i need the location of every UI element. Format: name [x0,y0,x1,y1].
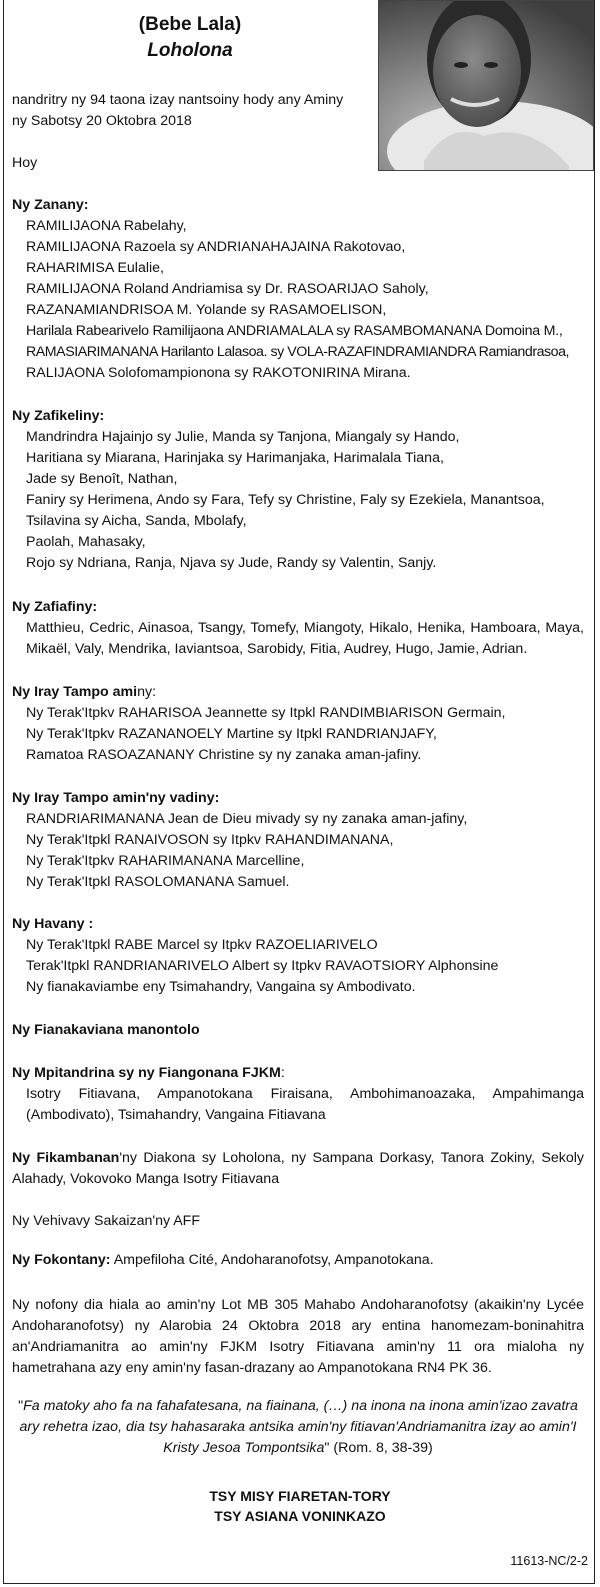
list-item: Ny Terak'Itpkl RANAIVOSON sy Itpkv RAHANDIMANANA, [26,832,394,848]
section-iray-tampo-vadiny [12,788,584,893]
portrait-image [379,1,594,171]
section-mpitandrina [12,1063,584,1126]
list-item: Ny Terak'Itpkl RABE Marcel sy Itpkv RAZOELIARIVELO [26,937,378,953]
burial-notice: Ny nofony dia hiala ao amin'ny Lot MB 305 Mahabo Andoharanofotsy (akaikin'ny Lycée Andoharanofotsy) ny Alarobia 24 Oktobra 2018 ary entina hanomezam-boninahitra an'Andriamanitra ao amin'ny FJKM Isotry Fitiavana amin'ny 11 ora mialoha ny hametrahana azy eny amin'ny fasan-drazany ao Ampanotokana RN4 PK 36. [12,1297,584,1376]
section-fianakaviana [12,1020,584,1041]
page-title: Loholona [147,40,233,61]
closing-line-1: TSY MISY FIARETAN-TORY [209,1488,391,1504]
portrait-photo [378,0,594,171]
hoy-text: Hoy [12,155,38,171]
list-item: Harilala Rabearivelo Ramilijaona ANDRIAMALALA sy RASAMBOMANANA Domoina M., [26,323,563,339]
list-item: Mandrindra Hajainjo sy Julie, Manda sy Tanjona, Miangaly sy Hando, [26,429,460,445]
section-text: Ampefiloha Cité, Andoharanofotsy, Ampanotokana. [110,1252,434,1268]
section-zafiafiny [12,597,584,660]
list-item: Ny Terak'Itpkv RAZANANOELY Martine sy Itpkl RANDRIANJAFY, [26,726,437,742]
intro [12,90,382,132]
section-heading: Ny Zafikeliny: [12,408,105,424]
section-vehivavy: Ny Vehivavy Sakaizan'ny AFF [12,1213,201,1229]
list-item: Ny Terak'Itpkv RAHARIMANANA Marcelline, [26,853,305,869]
list-item: Rojo sy Ndriana, Ranja, Njava sy Jude, Randy sy Valentin, Sanjy. [26,555,437,571]
list-item: Faniry sy Herimena, Ando sy Fara, Tefy sy Christine, Faly sy Ezekiela, Manantsoa, [26,492,545,508]
bible-quote [12,1396,584,1459]
section-havany [12,914,584,998]
section-heading: Ny Zanany: [12,197,89,213]
list-item: RAMILIJAONA Rabelahy, [26,218,187,234]
nickname: (Bebe Lala) [138,14,242,35]
list-item: RAZANAMIANDRISOA M. Yolande sy RASAMOELISON, [26,302,387,318]
list-item: RAMILIJAONA Razoela sy ANDRIANAHAJAINA Rakotovao, [26,239,406,255]
list-item: Paolah, Mahasaky, [26,534,146,550]
intro-line-1: nandritry ny 94 taona izay nantsoiny hody any Aminy [12,92,344,108]
list-item: RAMASIARIMANANA Harilanto Lalasoa. sy VOLA-RAZAFINDRAMIANDRA Ramiandrasoa, [26,344,570,360]
section-heading: Ny Iray Tampo ami [12,684,138,700]
list-item: RAHARIMISA Eulalie, [26,260,164,276]
section-zafikeliny [12,406,584,574]
section-heading-suffix: ny: [137,684,157,700]
list-item: Ny Terak'Itpkl RASOLOMANANA Samuel. [26,874,290,890]
list-item: Ny fianakaviambe eny Tsimahandry, Vangaina sy Ambodivato. [26,979,416,995]
section-heading: Ny Havany : [12,916,94,932]
closing-line-2: TSY ASIANA VONINKAZO [214,1508,386,1524]
section-heading: Ny Iray Tampo amin'ny vadiny: [12,790,220,806]
quote-reference: " (Rom. 8, 38-39) [324,1440,433,1456]
list-item: Ramatoa RASOAZANANY Christine sy ny zanaka aman-jafiny. [26,747,422,763]
section-text: 'ny Diakona sy Loholona, ny Sampana Dorkasy, Tanora Zokiny, Sekoly Alahady, Vokovoko Manga Isotry Fitiavana [12,1150,584,1187]
section-text: Isotry Fitiavana, Ampanotokana Firaisana, Ambohimanoazaka, Ampahimanga (Ambodivato), Tsimahandry, Vangaina Fitiavana [26,1086,584,1123]
section-heading: Ny Mpitandrina sy ny Fiangonana FJKM [12,1065,281,1081]
intro-line-2: ny Sabotsy 20 Oktobra 2018 [12,113,192,129]
list-item: Ny Terak'Itpkv RAHARISOA Jeannette sy Itpkl RANDIMBIARISON Germain, [26,705,506,721]
list-item: Terak'Itpkl RANDRIANARIVELO Albert sy Itpkv RAVAOTSIORY Alphonsine [26,958,499,974]
list-item: RAMILIJAONA Roland Andriamisa sy Dr. RASOARIJAO Saholy, [26,281,429,297]
section-iray-tampo [12,682,584,766]
section-heading: Ny Fokontany: [12,1252,111,1268]
section-heading-colon: : [280,1065,285,1081]
list-item: Haritiana sy Miarana, Harinjaka sy Harimanjaka, Harimalala Tiana, [26,450,444,466]
section-fokontany [12,1250,584,1271]
list-item: Jade sy Benoît, Nathan, [26,471,178,487]
quote-text: Fa matoky aho fa na fahafatesana, na fiainana, (…) na inona na inona amin'izao zavatra ary rehetra izao, dia tsy hahasaraka antsika amin'ny fitiavan'Andriamanitra izay ao amin'I Kristy Jesoa Tompontsika [19,1398,578,1456]
section-fikambanana [12,1148,584,1190]
list-item: RANDRIARIMANANA Jean de Dieu mivady sy ny zanaka aman-jafiny, [26,811,468,827]
section-heading: Ny Fianakaviana manontolo [12,1022,200,1038]
list-item: Tsilavina sy Aicha, Sanda, Mbolafy, [26,513,247,529]
section-heading: Ny Zafiafiny: [12,599,98,615]
section-text: Matthieu, Cedric, Ainasoa, Tsangy, Tomefy, Miangoty, Hikalo, Henika, Hamboara, Maya, Mikaël, Valy, Mendrika, Iaviantsoa, Sarobidy, Fitia, Audrey, Hugo, Jamie, Adrian. [26,620,584,657]
list-item: RALIJAONA Solofomampionona sy RAKOTONIRINA Mirana. [26,365,411,381]
section-heading: Ny Fikambanan [12,1150,120,1166]
section-zanany [12,195,584,384]
reference-code: 11613-NC/2-2 [510,1554,588,1568]
quote-open: " [18,1398,24,1414]
